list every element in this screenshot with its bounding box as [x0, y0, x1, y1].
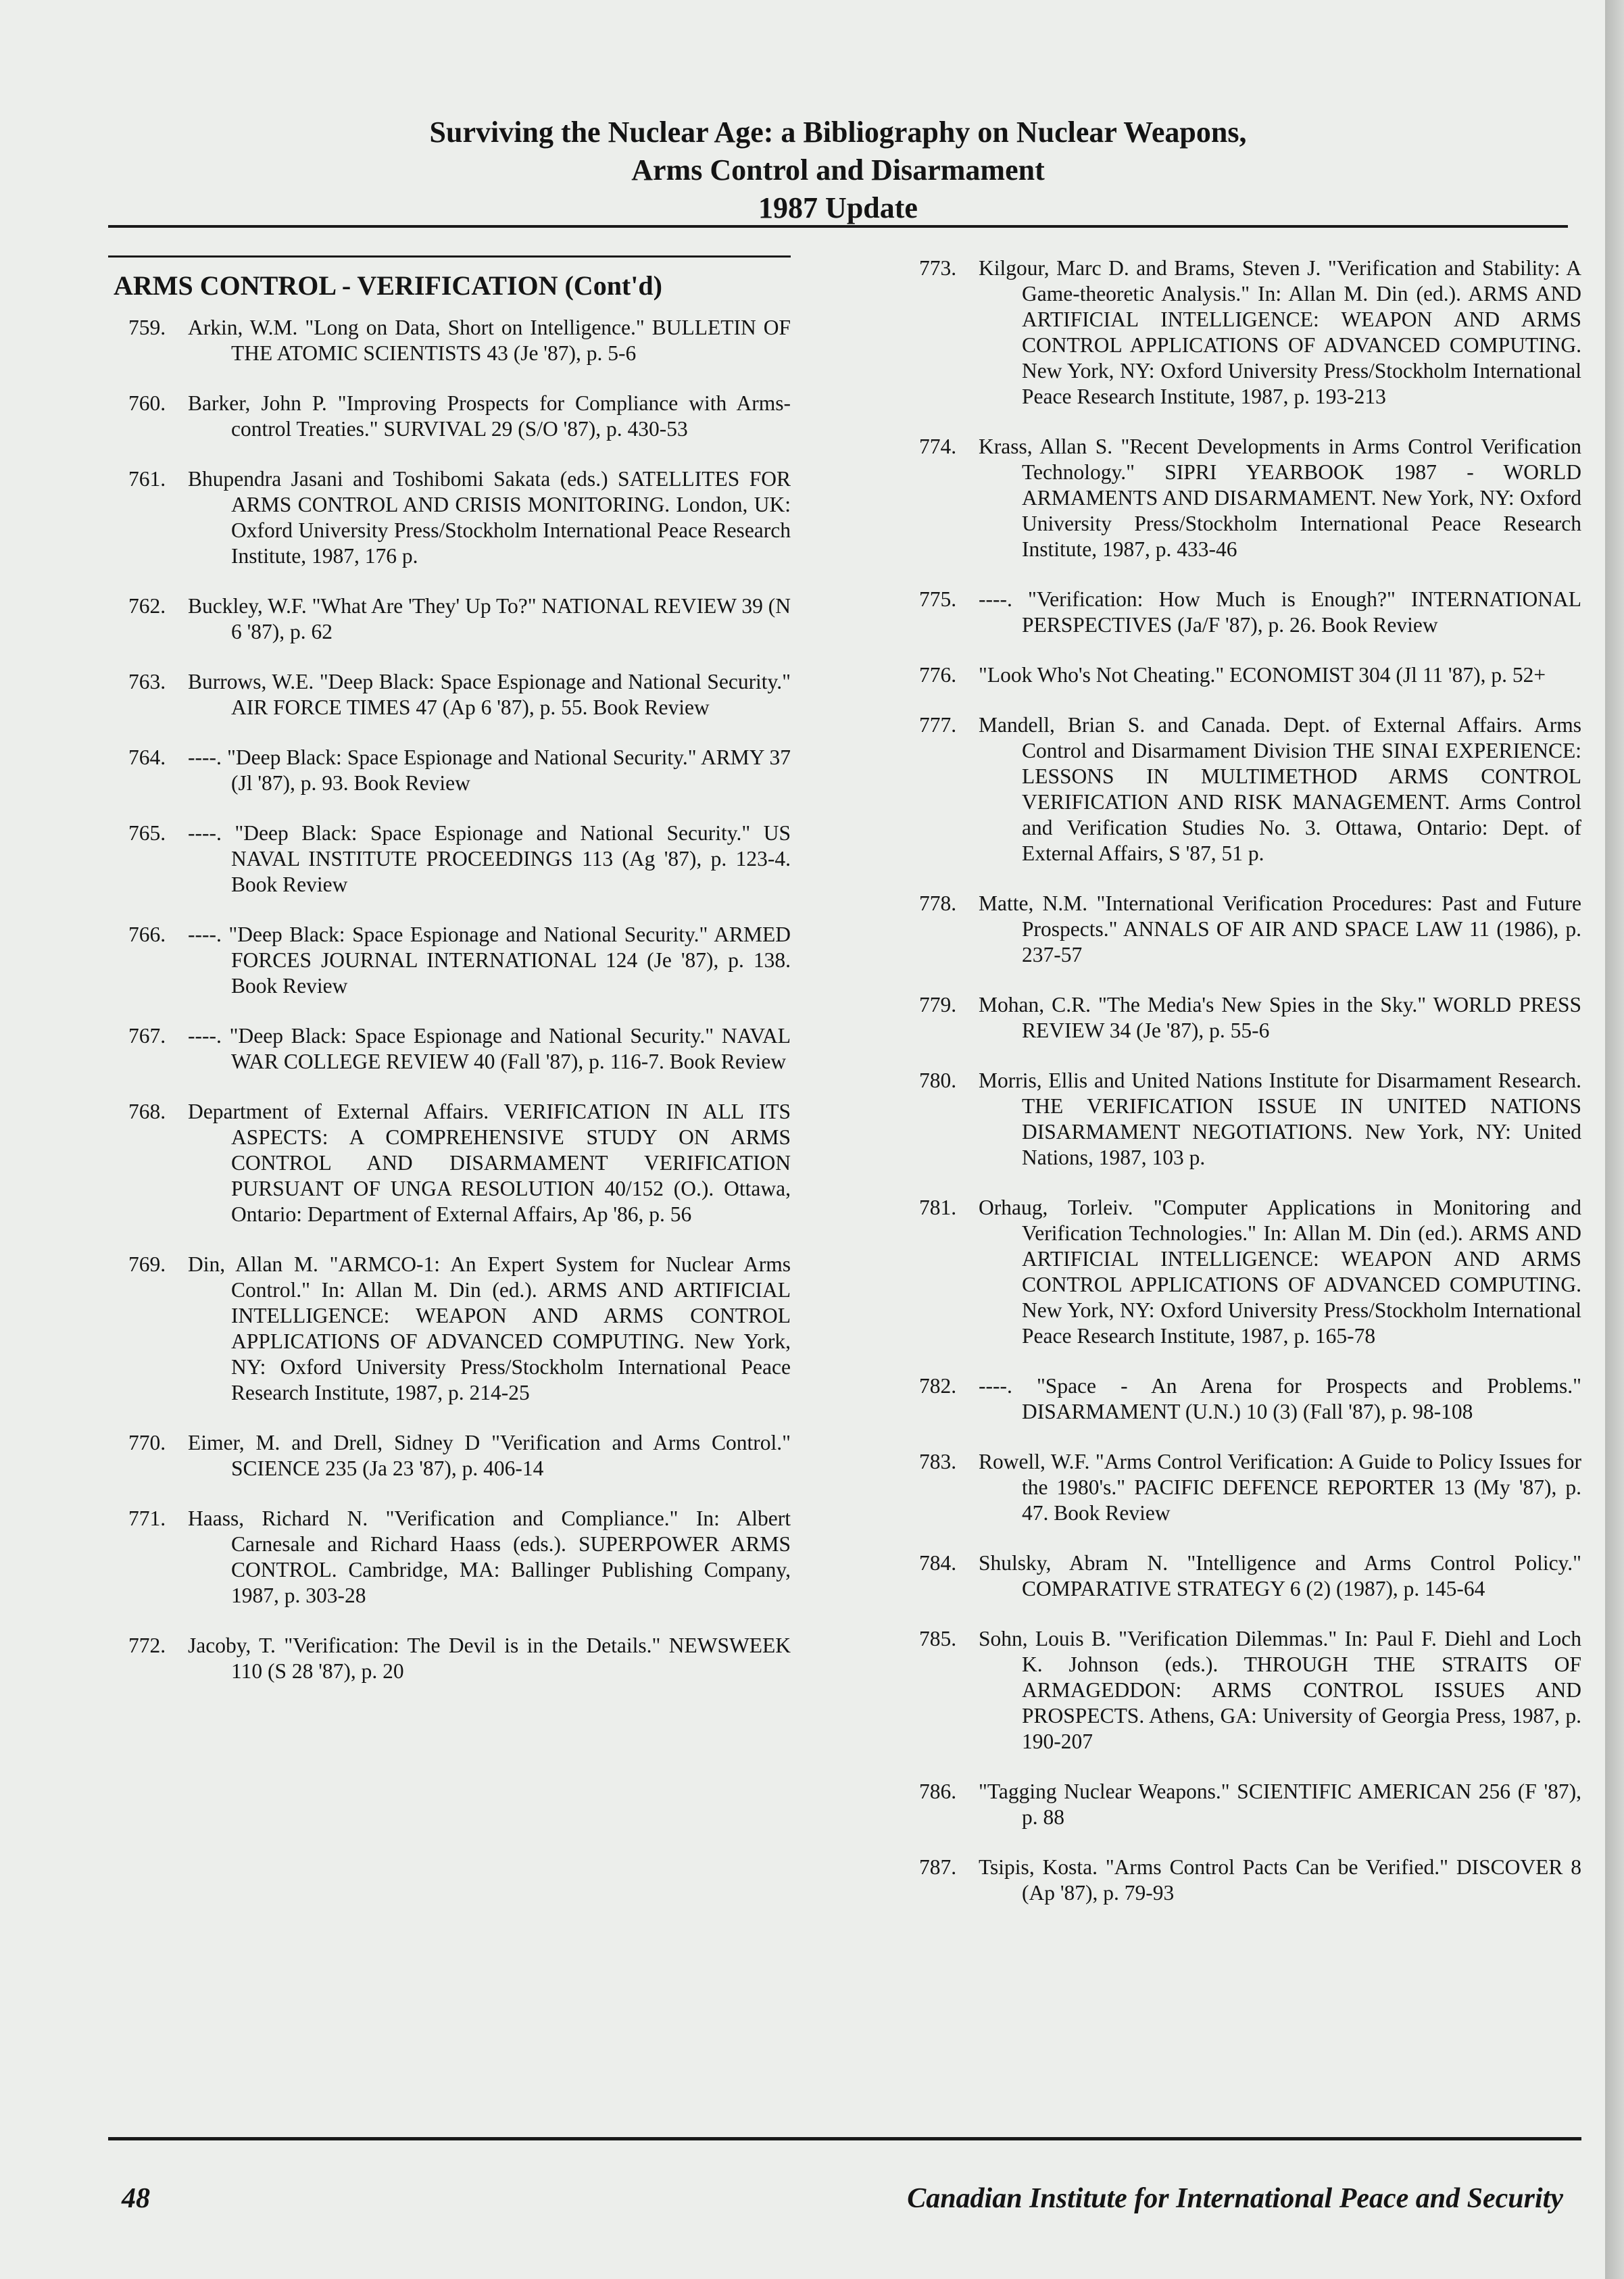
header-title-line-1: Surviving the Nuclear Age: a Bibliography on Nuclear Weapons, — [429, 116, 1247, 149]
entry-number: 787. — [919, 1855, 957, 1879]
entry-citation: ----. "Space - An Arena for Prospects and Problems." DISARMAMENT (U.N.) 10 (3) (Fall '87), p. 98-108 — [979, 1374, 1581, 1423]
bibliography-entry — [899, 662, 1581, 688]
entry-number: 780. — [919, 1069, 957, 1092]
page-edge-shadow — [1605, 0, 1624, 2279]
entry-number: 773. — [919, 256, 957, 280]
bibliography-entry — [108, 1099, 791, 1227]
entry-citation: Din, Allan M. "ARMCO-1: An Expert System for Nuclear Arms Control." In: Allan M. Din (ed.). ARMS AND ARTIFICIAL INTELLIGENCE: WEAPON AND ARMS CONTROL APPLICATIONS OF ADVANCED COMPUTING. New York, NY: Oxford University Press/Stockholm International Peace Research Institute, 1987, p. 214-25 — [188, 1252, 791, 1404]
bibliography-entry — [108, 669, 791, 720]
bibliography-entry — [899, 255, 1581, 410]
entry-number: 764. — [128, 745, 166, 769]
entry-citation: Mandell, Brian S. and Canada. Dept. of External Affairs. Arms Control and Disarmament Division THE SINAI EXPERIENCE: LESSONS IN MULTIMETHOD ARMS CONTROL VERIFICATION AND RISK MANAGEMENT. Arms Control and Verification Studies No. 3. Ottawa, Ontario: Dept. of External Affairs, S '87, 51 p. — [979, 713, 1581, 865]
entry-number: 781. — [919, 1196, 957, 1219]
entry-number: 775. — [919, 587, 957, 611]
entry-citation: Eimer, M. and Drell, Sidney D "Verification and Arms Control." SCIENCE 235 (Ja 23 '87), p. 406-14 — [188, 1431, 791, 1480]
right-entry-list — [899, 255, 1581, 1906]
entry-citation: Sohn, Louis B. "Verification Dilemmas." In: Paul F. Diehl and Loch K. Johnson (eds.). THROUGH THE STRAITS OF ARMAGEDDON: ARMS CONTROL ISSUES AND PROSPECTS. Athens, GA: University of Georgia Press, 1987, p. 190-207 — [979, 1627, 1581, 1753]
bibliography-entry — [108, 820, 791, 898]
entry-citation: Tsipis, Kosta. "Arms Control Pacts Can be Verified." DISCOVER 8 (Ap '87), p. 79-93 — [979, 1855, 1581, 1905]
bibliography-entry — [899, 587, 1581, 638]
entry-number: 783. — [919, 1450, 957, 1473]
entry-number: 777. — [919, 713, 957, 737]
bibliography-entry — [108, 1506, 791, 1609]
entry-number: 782. — [919, 1374, 957, 1398]
entry-number: 768. — [128, 1100, 166, 1123]
right-column — [899, 255, 1581, 1930]
entry-number: 772. — [128, 1634, 166, 1657]
entry-number: 766. — [128, 923, 166, 946]
left-column-rule — [108, 255, 791, 258]
entry-citation: Rowell, W.F. "Arms Control Verification: A Guide to Policy Issues for the 1980's." PACIFIC DEFENCE REPORTER 13 (My '87), p. 47. Book Review — [979, 1450, 1581, 1525]
entry-number: 761. — [128, 467, 166, 491]
entry-citation: "Look Who's Not Cheating." ECONOMIST 304 (Jl 11 '87), p. 52+ — [979, 663, 1546, 687]
page-header — [108, 114, 1568, 227]
entry-number: 786. — [919, 1780, 957, 1803]
entry-citation: Department of External Affairs. VERIFICATION IN ALL ITS ASPECTS: A COMPREHENSIVE STUDY ON ARMS CONTROL AND DISARMAMENT VERIFICATION PURSUANT OF UNGA RESOLUTION 40/152 (O.). Ottawa, Ontario: Department of External Affairs, Ap '86, p. 56 — [188, 1100, 791, 1226]
entry-citation: Barker, John P. "Improving Prospects for Compliance with Arms-control Treaties." SURVIVAL 29 (S/O '87), p. 430-53 — [188, 391, 791, 441]
bibliography-entry — [899, 1195, 1581, 1349]
entry-number: 779. — [919, 993, 957, 1016]
bibliography-entry — [108, 593, 791, 645]
left-column — [108, 269, 791, 1709]
bibliography-entry — [899, 1550, 1581, 1602]
bibliography-entry — [108, 1430, 791, 1481]
entry-citation: Buckley, W.F. "What Are 'They' Up To?" NATIONAL REVIEW 39 (N 6 '87), p. 62 — [188, 594, 791, 643]
bibliography-entry — [899, 1068, 1581, 1171]
entry-citation: Kilgour, Marc D. and Brams, Steven J. "Verification and Stability: A Game-theoretic Analysis." In: Allan M. Din (ed.). ARMS AND ARTIFICIAL INTELLIGENCE: WEAPON AND ARMS CONTROL APPLICATIONS OF ADVANCED COMPUTING. New York, NY: Oxford University Press/Stockholm International Peace Research Institute, 1987, p. 193-213 — [979, 256, 1581, 408]
bibliography-entry — [899, 434, 1581, 562]
entry-citation: ----. "Deep Black: Space Espionage and National Security." US NAVAL INSTITUTE PROCEEDINGS 113 (Ag '87), p. 123-4. Book Review — [188, 821, 791, 896]
entry-citation: ----. "Deep Black: Space Espionage and National Security." ARMED FORCES JOURNAL INTERNATIONAL 124 (Je '87), p. 138. Book Review — [188, 923, 791, 998]
bibliography-entry — [899, 891, 1581, 968]
left-entry-list — [108, 315, 791, 1684]
bibliography-entry — [899, 1626, 1581, 1755]
entry-citation: ----. "Deep Black: Space Espionage and National Security." NAVAL WAR COLLEGE REVIEW 40 (Fall '87), p. 116-7. Book Review — [188, 1024, 791, 1073]
publisher-name: Canadian Institute for International Peace and Security — [907, 2183, 1563, 2214]
entry-number: 785. — [919, 1627, 957, 1650]
bibliography-entry — [108, 466, 791, 569]
entry-number: 763. — [128, 670, 166, 693]
bibliography-entry — [108, 1252, 791, 1406]
bibliography-entry — [899, 1779, 1581, 1830]
entry-citation: Shulsky, Abram N. "Intelligence and Arms Control Policy." COMPARATIVE STRATEGY 6 (2) (1987), p. 145-64 — [979, 1551, 1581, 1600]
entry-number: 769. — [128, 1252, 166, 1276]
entry-number: 778. — [919, 891, 957, 915]
entry-citation: Burrows, W.E. "Deep Black: Space Espionage and National Security." AIR FORCE TIMES 47 (Ap 6 '87), p. 55. Book Review — [188, 670, 791, 719]
entry-citation: Orhaug, Torleiv. "Computer Applications in Monitoring and Verification Technologies." In: Allan M. Din (ed.). ARMS AND ARTIFICIAL INTELLIGENCE: WEAPON AND ARMS CONTROL APPLICATIONS OF ADVANCED COMPUTING. New York, NY: Oxford University Press/Stockholm International Peace Research Institute, 1987, p. 165-78 — [979, 1196, 1581, 1348]
entry-number: 770. — [128, 1431, 166, 1454]
entry-citation: Arkin, W.M. "Long on Data, Short on Intelligence." BULLETIN OF THE ATOMIC SCIENTISTS 43 (Je '87), p. 5-6 — [188, 316, 791, 365]
bibliography-entry — [899, 992, 1581, 1044]
entry-number: 784. — [919, 1551, 957, 1575]
bibliography-entry — [899, 712, 1581, 866]
bibliography-entry — [108, 1633, 791, 1684]
footer-rule — [108, 2137, 1581, 2140]
bibliography-entry — [899, 1373, 1581, 1425]
entry-citation: ----. "Verification: How Much is Enough?" INTERNATIONAL PERSPECTIVES (Ja/F '87), p. 26. Book Review — [979, 587, 1581, 637]
entry-number: 762. — [128, 594, 166, 618]
entry-number: 771. — [128, 1506, 166, 1530]
bibliography-entry — [108, 315, 791, 366]
entry-citation: ----. "Deep Black: Space Espionage and National Security." ARMY 37 (Jl '87), p. 93. Book Review — [188, 745, 791, 795]
entry-number: 760. — [128, 391, 166, 415]
header-title-line-2: Arms Control and Disarmament — [631, 153, 1045, 187]
entry-citation: Jacoby, T. "Verification: The Devil is in the Details." NEWSWEEK 110 (S 28 '87), p. 20 — [188, 1634, 791, 1683]
entry-citation: Morris, Ellis and United Nations Institute for Disarmament Research. THE VERIFICATION ISSUE IN UNITED NATIONS DISARMAMENT NEGOTIATIONS. New York, NY: United Nations, 1987, 103 p. — [979, 1069, 1581, 1169]
entry-citation: Bhupendra Jasani and Toshibomi Sakata (eds.) SATELLITES FOR ARMS CONTROL AND CRISIS MONITORING. London, UK: Oxford University Press/Stockholm International Peace Research Institute, 1987, 176 p. — [188, 467, 791, 568]
entry-citation: Matte, N.M. "International Verification Procedures: Past and Future Prospects." ANNALS OF AIR AND SPACE LAW 11 (1986), p. 237-57 — [979, 891, 1581, 966]
header-title-line-3: 1987 Update — [758, 191, 918, 224]
entry-number: 776. — [919, 663, 957, 687]
bibliography-entry — [899, 1855, 1581, 1906]
header-rule — [108, 225, 1568, 228]
section-title: ARMS CONTROL - VERIFICATION (Cont'd) — [114, 270, 662, 301]
entry-number: 774. — [919, 435, 957, 458]
bibliography-entry — [899, 1449, 1581, 1526]
entry-citation: "Tagging Nuclear Weapons." SCIENTIFIC AMERICAN 256 (F '87), p. 88 — [979, 1780, 1581, 1829]
entry-number: 759. — [128, 316, 166, 339]
bibliography-entry — [108, 745, 791, 796]
entry-number: 767. — [128, 1024, 166, 1048]
bibliography-entry — [108, 1023, 791, 1075]
bibliography-entry — [108, 922, 791, 999]
entry-citation: Krass, Allan S. "Recent Developments in Arms Control Verification Technology." SIPRI YEARBOOK 1987 - WORLD ARMAMENTS AND DISARMAMENT. New York, NY: Oxford University Press/Stockholm International Peace Research Institute, 1987, p. 433-46 — [979, 435, 1581, 561]
bibliography-entry — [108, 391, 791, 442]
page-number: 48 — [122, 2183, 150, 2214]
entry-number: 765. — [128, 821, 166, 845]
entry-citation: Mohan, C.R. "The Media's New Spies in the Sky." WORLD PRESS REVIEW 34 (Je '87), p. 55-6 — [979, 993, 1581, 1042]
entry-citation: Haass, Richard N. "Verification and Compliance." In: Albert Carnesale and Richard Haass (eds.). SUPERPOWER ARMS CONTROL. Cambridge, MA: Ballinger Publishing Company, 1987, p. 303-28 — [188, 1506, 791, 1607]
